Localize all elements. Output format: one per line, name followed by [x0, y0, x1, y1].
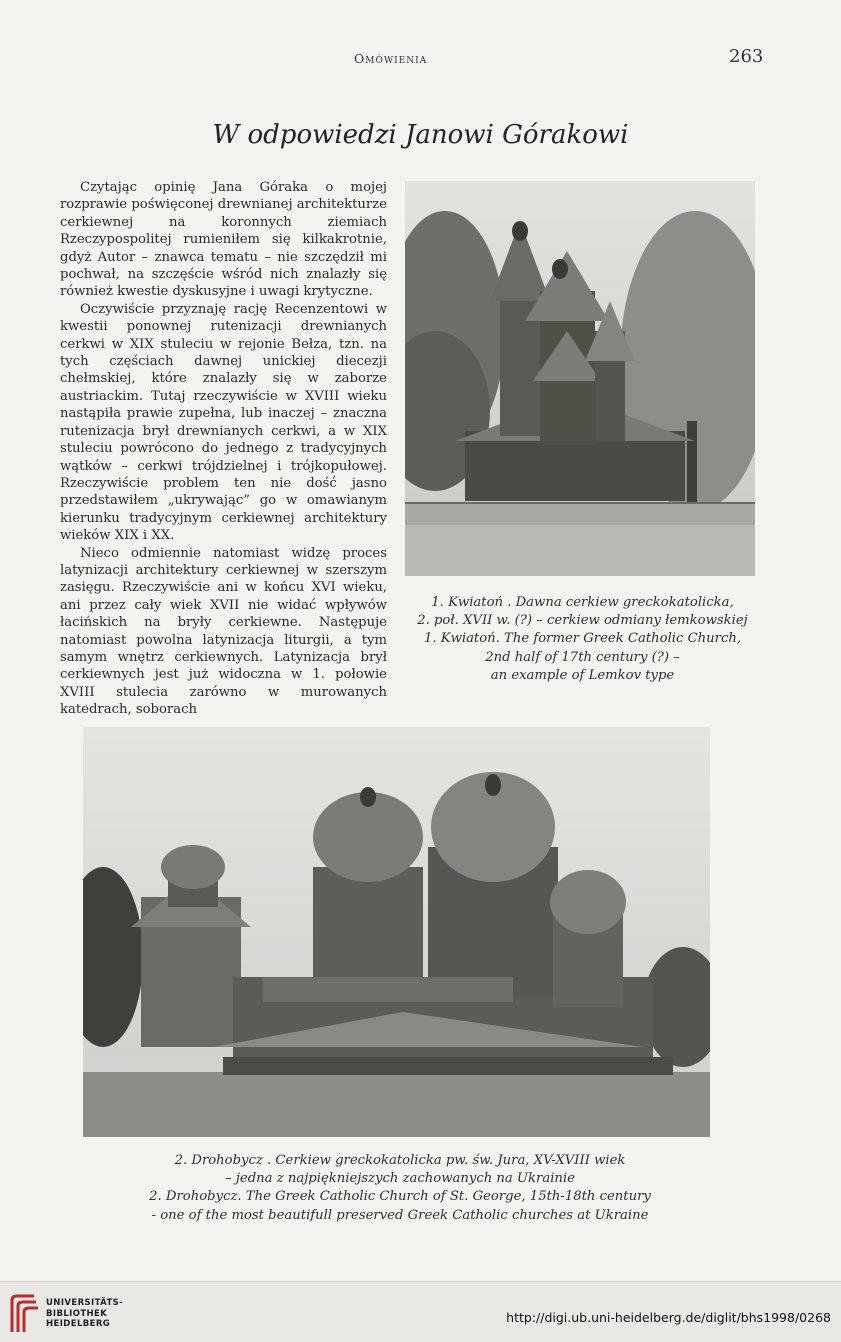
caption-line: - one of the most beautifull preserved Greek Catholic churches at Ukraine	[151, 1207, 649, 1223]
footer-bar	[0, 1281, 841, 1342]
paragraph: Nieco odmiennie natomiast widzę proces latynizacji architektury cerkiewnej w szerszym zasięgu. Rzeczywiście ani w końcu XVI wieku, ani przez cały wiek XVII nie widać wpływów łacińskich na bryły cerkiewne. Następuje natomiast powolna latynizacja liturgii, a tym samym wnętrz cerkiewnych. Latynizacja brył cerkiewnych jest już widoczna w 1. połowie XVIII stulecia zarówno w murowanych katedrach, soborach	[60, 545, 387, 718]
figure1-caption	[395, 594, 770, 685]
library-name-line: BIBLIOTHEK	[46, 1308, 108, 1319]
caption-line: 1. Kwiatoń. The former Greek Catholic Church,	[423, 631, 742, 647]
paragraph: Czytając opinię Jana Góraka o mojej rozprawie poświęconej drewnianej architekturze cerkiewnej na koronnych ziemiach Rzeczypospolitej rumieniłem się kilkakrotnie, gdyż Autor – znawca tematu – nie szczędził mi pochwał, na szczęście wśród nich znalazły się również kwestie dyskusyjne i uwagi krytyczne.	[60, 180, 387, 300]
figure2-photo	[83, 727, 710, 1137]
running-header-section: Omówienia	[354, 51, 428, 66]
library-logo-icon	[8, 1294, 40, 1334]
library-name-line: HEIDELBERG	[46, 1319, 111, 1329]
article-title: W odpowiedzi Janowi Górakowi	[212, 120, 629, 150]
source-url-link[interactable]: http://digi.ub.uni-heidelberg.de/diglit/bhs1998/0268	[506, 1310, 831, 1325]
caption-line: 2. Drohobycz. The Greek Catholic Church of St. George, 15th-18th century	[149, 1189, 651, 1205]
library-name-line: UNIVERSITÄTS-	[46, 1298, 124, 1308]
library-name	[46, 1298, 123, 1330]
paragraph: Oczywiście przyznaję rację Recenzentowi w kwestii ponownej rutenizacji drewnianych cerkwi w XIX stuleciu w rejonie Bełza, tzn. na tych częściach dawnej unickiej diecezji chełmskiej, które znalazły się w zaborze austriackim. Tutaj rzeczywiście w XVIII wieku nastąpiła prawie zupełna, lub inaczej – znaczna rutenizacja brył drewnianych cerkwi, a w XIX stuleciu powrócono do jednego z tradycyjnych wątków – cerkwi trójdzielnej i trójkopułowej. Rzeczywiście problem ten nie dość jasno przedstawiłem „ukrywając” go w omawianym kierunku tradycyjnym cerkiewnej architektury wieków XIX i XX.	[60, 301, 387, 544]
caption-line: 1. Kwiatoń . Dawna cerkiew greckokatolicka,	[431, 595, 734, 610]
figure2-caption	[100, 1152, 700, 1225]
caption-line: an example of Lemkov type	[490, 667, 675, 683]
caption-line: 2nd half of 17th century (?) –	[485, 649, 680, 665]
figure1-photo	[405, 181, 755, 576]
body-text	[60, 179, 387, 719]
caption-line: 2. poł. XVII w. (?) – cerkiew odmiany łemkowskiej	[417, 613, 748, 629]
caption-line: 2. Drohobycz . Cerkiew greckokatolicka pw. św. Jura, XV-XVIII wiek	[174, 1153, 626, 1168]
caption-line: – jedna z najpiękniejszych zachowanych na Ukrainie	[225, 1171, 575, 1187]
page-number: 263	[729, 46, 764, 67]
